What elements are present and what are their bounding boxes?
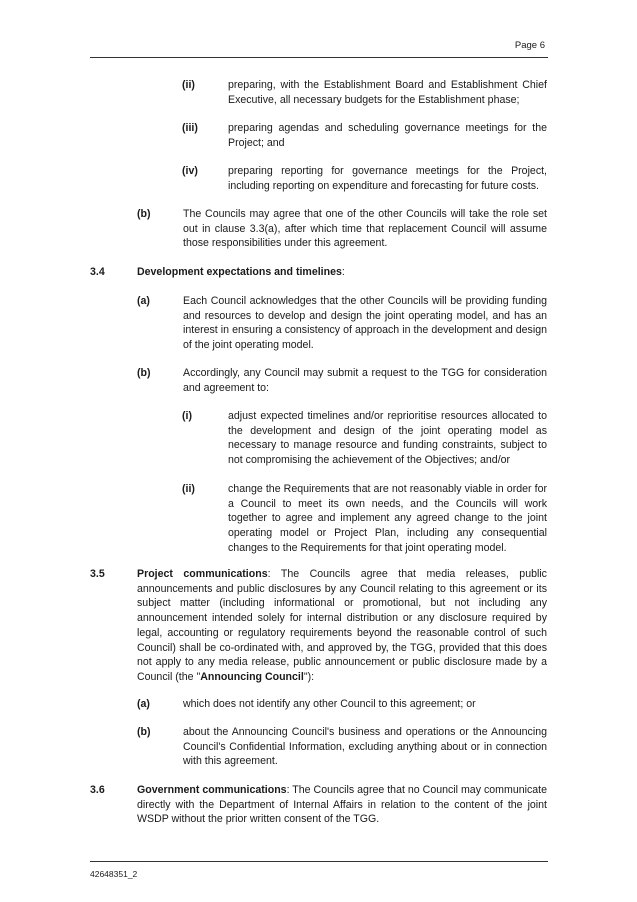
clause-label: (i) bbox=[182, 410, 192, 422]
clause-label: (a) bbox=[137, 698, 150, 710]
section-title: Development expectations and timelines bbox=[137, 266, 342, 278]
clause-label: (iv) bbox=[182, 165, 198, 177]
clause-text: The Councils may agree that one of the other Councils will take the role set out in clause 3.3(a), after which time that replacement Council will assume those responsibilities under this agreement. bbox=[183, 208, 547, 250]
section-number: 3.5 bbox=[90, 568, 105, 580]
section-body-tail: "): bbox=[303, 670, 315, 683]
clause-text: about the Announcing Council's business and operations or the Announcing Council's Confidential Information, excluding anything about or in connection with this agreement. bbox=[183, 726, 547, 768]
page-number: Page 6 bbox=[514, 40, 545, 51]
clause-label: (b) bbox=[137, 367, 151, 379]
defined-term: Announcing Council bbox=[200, 670, 304, 683]
clause-text: preparing reporting for governance meetings for the Project, including reporting on expenditure and forecasting for future costs. bbox=[228, 165, 547, 192]
clause-text: Each Council acknowledges that the other Councils will be providing funding and resources to develop and design the joint operating model, and has an interest in ensuring a consistency of approach in the development and design of the joint operating model. bbox=[183, 295, 547, 352]
section-text bbox=[137, 567, 547, 685]
section-number: 3.6 bbox=[90, 784, 105, 796]
clause-label: (a) bbox=[137, 295, 150, 307]
section-body: : The Councils agree that no Council may communicate directly with the Department of Internal Affairs in relation to the content of the joint WSDP without the prior written consent of the TGG. bbox=[137, 784, 547, 826]
clause-text: adjust expected timelines and/or reprioritise resources allocated to the development and design of the joint operating model as necessary to manage resource and funding constraints, subject to not compromising the achievement of the Objectives; and/or bbox=[228, 410, 547, 467]
section-number: 3.4 bbox=[90, 266, 105, 278]
clause-label: (b) bbox=[137, 726, 151, 738]
section-body: : The Councils agree that media releases, public announcements and public disclosures by any Council relating to this agreement or its subject matter (including informational or promotional, but not including any announcement intended solely for internal distribution or any disclosure required by legal, accounting or regulatory requirements beyond the reasonable control of such Council) shall be co-ordinated with, and approved by, the TGG, provided that this does not apply to any media release, public announcement or public disclosure made by a Council (the " bbox=[137, 568, 547, 683]
clause-text: change the Requirements that are not reasonably viable in order for a Council to meet its own needs, and the Councils will work together to agree and implement any agreed change to the joint operating model or Project Plan, including any consequential changes to the Requirements for that joint operating model. bbox=[228, 483, 547, 554]
section-title: Government communications bbox=[137, 784, 287, 796]
clause-label: (ii) bbox=[182, 483, 195, 495]
clause-label: (iii) bbox=[182, 122, 198, 134]
clause-text: preparing agendas and scheduling governance meetings for the Project; and bbox=[228, 122, 547, 149]
clause-text: which does not identify any other Council to this agreement; or bbox=[183, 698, 476, 710]
header-rule bbox=[90, 57, 548, 58]
clause-text: preparing, with the Establishment Board and Establishment Chief Executive, all necessary budgets for the Establishment phase; bbox=[228, 79, 547, 106]
document-reference: 42648351_2 bbox=[90, 869, 138, 879]
clause-label: (ii) bbox=[182, 79, 195, 91]
clause-label: (b) bbox=[137, 208, 151, 220]
clause-text: Accordingly, any Council may submit a request to the TGG for consideration and agreement to: bbox=[183, 367, 547, 394]
section-text bbox=[137, 783, 547, 827]
section-title: Project communications bbox=[137, 568, 268, 580]
section-heading bbox=[137, 265, 547, 280]
footer-rule bbox=[90, 861, 548, 862]
heading-colon: : bbox=[341, 266, 345, 278]
